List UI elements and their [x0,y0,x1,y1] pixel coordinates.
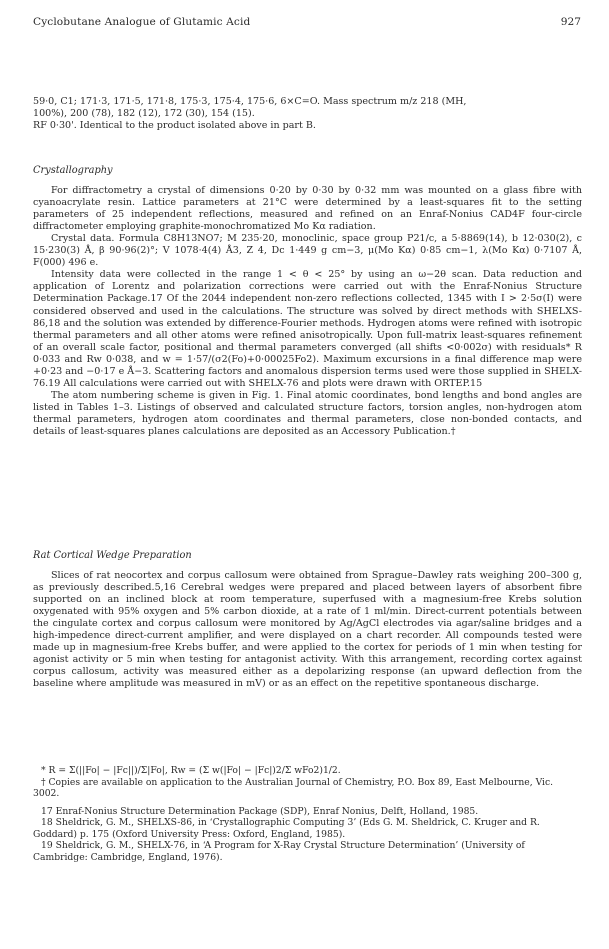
footnote-accessory: † Copies are available on application to the Australian Journal of Chemistry, P.O. Box 89, East Melbourne, Vic. 3002. [33,776,554,799]
reference-19: 19 Sheldrick, G. M., SHELX-76, in ‘A Program for X-Ray Crystal Structure Determination’ (University of Cambridge: Cambridge, England, 1976). [33,840,525,863]
rat-cortical-paragraph: Slices of rat neocortex and corpus callosum were obtained from Sprague–Dawley rats weighing 200–300 g, as previously described.5,16 Cerebral wedges were prepared and placed between layers of absorbent fibre supported on an inclined block at room temperature, superfused with a magnesium-free Krebs solution oxygenated with 95% oxygen and 5% carbon dioxide, at a rate of 1 ml/min. Direct-current potentials between the cingulate cortex and corpus callosum were monitored by Ag/AgCl electrodes via agar/saline bridges and a high-impedence direct-current amplifier, and were displayed on a chart recorder. All compounds tested were made up in magnesium-free Krebs buffer, and were applied to the cortex for periods of 1 min when testing for agonist activity or 5 min when testing for antagonist activity. With this arrangement, recording cortex against corpus callosum, activity was measured either as a depolarizing response (an upward deflection from the baseline where amplitude was measured in mV) or as an effect on the repetitive spontaneous discharge. [33,570,582,690]
atom-numbering-paragraph: The atom numbering scheme is given in Fig. 1. Final atomic coordinates, bond lengths and bond angles are listed in Tables 1–3. Listings of observed and calculated structure factors, torsion angles, non-hydrogen atom thermal parameters, hydrogen atom coordinates and thermal parameters, close non-bonded contacts, and details of least-squares planes calculations are deposited as an Accessory Publication.† [33,389,582,437]
spectrum-line-2: 100%), 200 (78), 182 (12), 172 (30), 154 (15). [33,108,255,120]
crystallography-paragraph-1: For diffractometry a crystal of dimensions 0·20 by 0·30 by 0·32 mm was mounted on a glass fibre with cyanoacrylate resin. Lattice parameters at 21°C were determined by a least-squares fit to the setting parameters of 25 independent reflections, measured and refined on an Enraf-Nonius CAD4F four-circle diffractometer employing graphite-monochromatized Mo Kα radiation. [33,185,582,233]
rat-cortical-section [33,550,582,691]
reference-18: 18 Sheldrick, G. M., SHELXS-86, in ‘Crystallographic Computing 3’ (Eds G. M. Sheldrick, C. Kruger and R. Goddard) p. 175 (Oxford University Press: Oxford, England, 1985). [33,817,540,840]
intro-block [33,96,582,132]
spectrum-line-1: 59·0, C1; 171·3, 171·5, 171·8, 175·3, 175·4, 175·6, 6×C=O. Mass spectrum m/z 218 (MH, [33,96,467,107]
page-number: 927 [560,16,581,28]
footnotes [33,765,582,863]
rat-cortical-heading: Rat Cortical Wedge Preparation [33,550,192,561]
crystallography-section [33,165,582,438]
footnote-residuals: * R = Σ(||Fo| − |Fc||)/Σ|Fo|, Rw = (Σ w(|Fo| − |Fc|)2/Σ wFo2)1/2. [41,765,341,776]
reference-17: 17 Enraf-Nonius Structure Determination Package (SDP), Enraf Nonius, Delft, Holland, 1985. [41,805,479,817]
rf-line: RF 0·30'. Identical to the product isolated above in part B. [33,120,316,132]
running-title: Cyclobutane Analogue of Glutamic Acid [33,16,251,28]
crystal-data-paragraph: Crystal data. Formula C8H13NO7; M 235·20, monoclinic, space group P21/c, a 5·8869(14), b 12·030(2), c 15·230(3) Å, β 90·96(2)°; V 1078·4(4) Å3, Z 4, Dc 1·449 g cm−3, μ(Mo Kα) 0·85 cm−1, λ(Mo Kα) 0·7107 Å, F(000) 496 e. [33,233,582,269]
intensity-data-paragraph: Intensity data were collected in the range 1 < θ < 25° by using an ω−2θ scan. Data reduction and application of Lorentz and polarization corrections were carried out with the Enraf-Nonius Structure Determination Package.17 Of the 2044 independent non-zero reflections collected, 1345 with I > 2·5σ(I) were considered observed and used in the calculations. The structure was solved by direct methods with SHELXS-86,18 and the solution was extended by difference-Fourier methods. Hydrogen atoms were refined with isotropic thermal parameters and all other atoms were refined anisotropically. Upon full-matrix least-squares refinement of an overall scale factor, positional and thermal parameters converged (all shifts <0·002σ) with residuals* R 0·033 and Rw 0·038, and w = 1·57/(σ2(Fo)+0·00025Fo2). Maximum excursions in a final difference map were +0·23 and −0·17 e Å−3. Scattering factors and anomalous dispersion terms used were those supplied in SHELX-76.19 All calculations were carried out with SHELX-76 and plots were drawn with ORTEP.15 [33,269,582,389]
crystallography-heading: Crystallography [33,165,113,176]
